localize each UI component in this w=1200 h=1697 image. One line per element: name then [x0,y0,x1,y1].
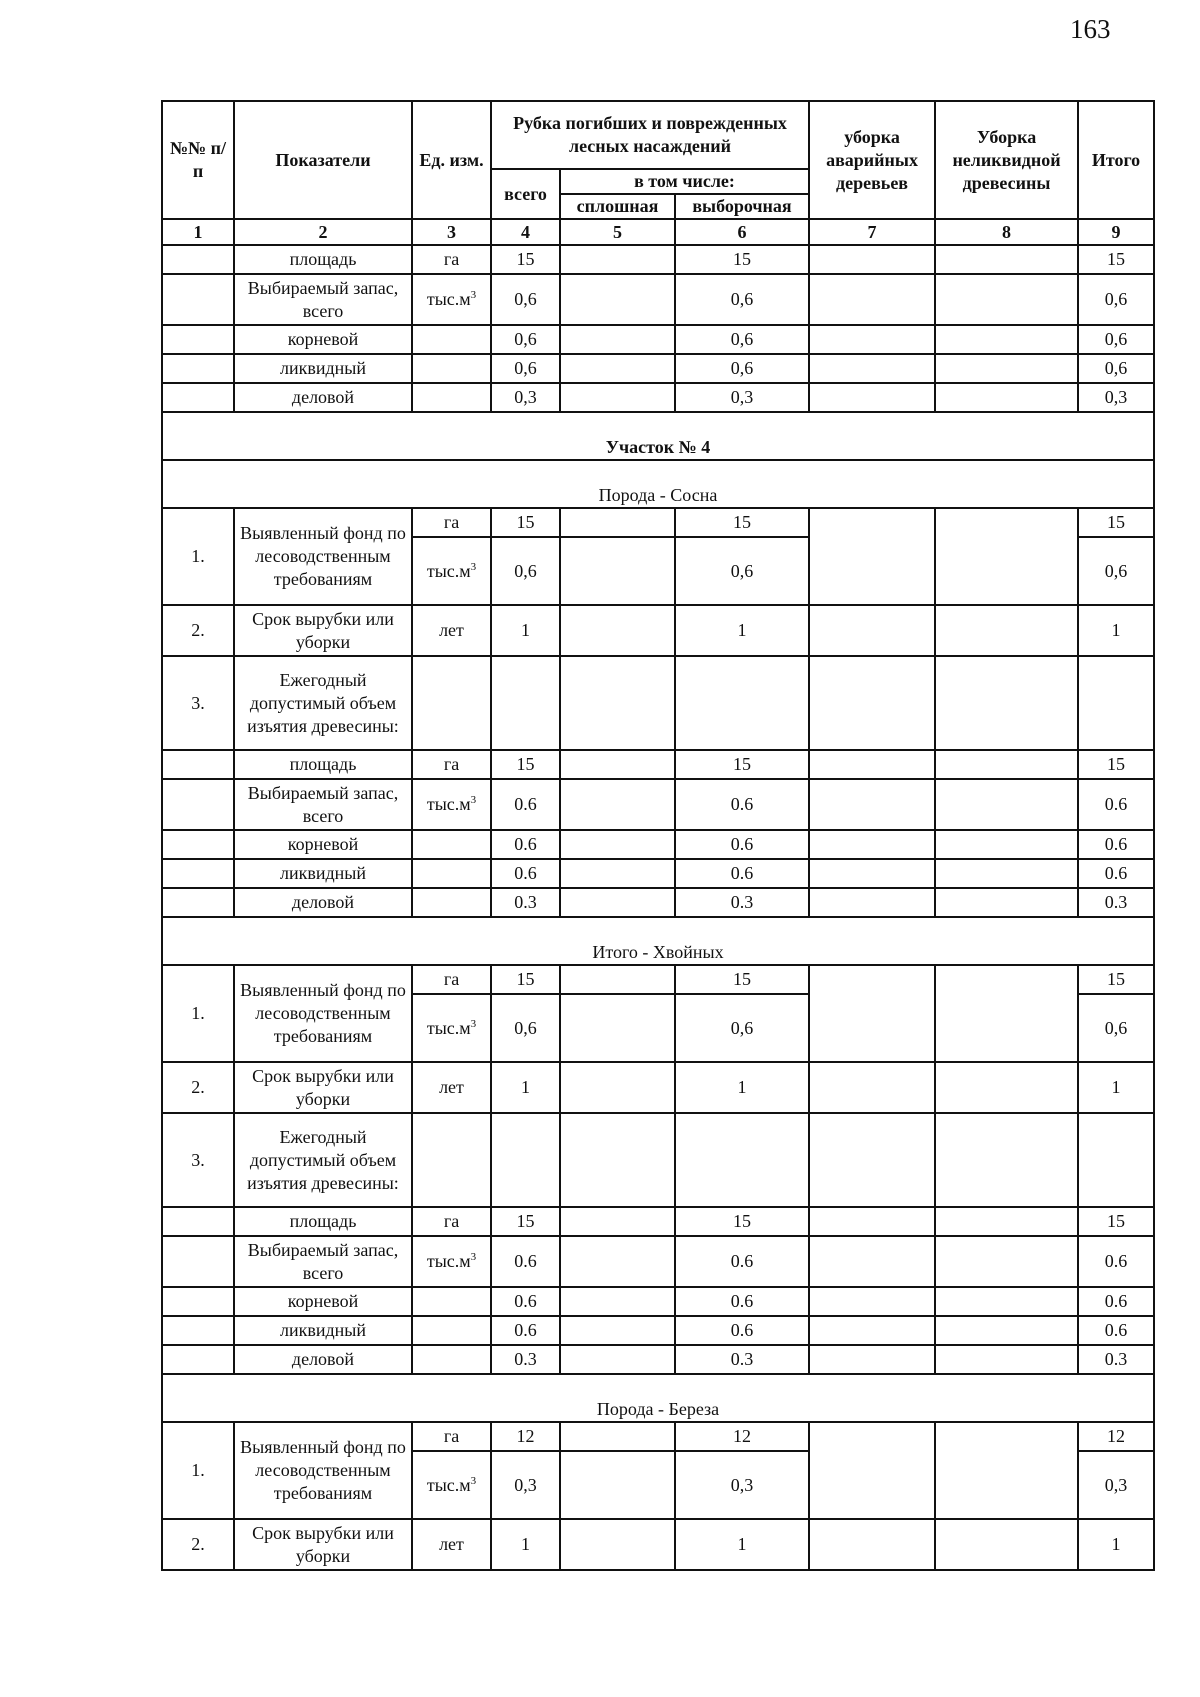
total-cell: 0,3 [491,1451,560,1519]
emergency-cell [809,859,935,888]
column-number: 4 [491,219,560,245]
clear-cell [560,537,675,605]
total-cell: 0.6 [491,1236,560,1287]
unit-superscript: 3 [470,1474,477,1487]
illiquid-cell [935,383,1078,412]
header-emergency: уборка аварийных деревьев [809,101,935,219]
total-cell: 0.3 [491,888,560,917]
unit-cell [412,994,491,1062]
illiquid-cell [935,1345,1078,1374]
row-number-cell [162,779,234,830]
row-number-cell [162,1316,234,1345]
row-number-cell [162,888,234,917]
clear-cell [560,354,675,383]
table-row [162,245,1154,274]
row-number-cell [162,245,234,274]
table-row [162,750,1154,779]
total-cell: 0,6 [491,325,560,354]
clear-cell [560,274,675,325]
unit-cell [412,1236,491,1287]
illiquid-cell [935,325,1078,354]
unit-text: тыс.м [426,1474,471,1495]
indicator-cell: площадь [234,1207,412,1236]
clear-cell [560,830,675,859]
clear-cell [560,859,675,888]
total-cell: 0,6 [491,994,560,1062]
selective-cell: 0.6 [675,830,809,859]
selective-cell: 0,6 [675,994,809,1062]
clear-cell [560,888,675,917]
table-row [162,1113,1154,1207]
emergency-cell [809,383,935,412]
row-number-cell [162,750,234,779]
illiquid-cell [935,1316,1078,1345]
total-cell: 0.6 [491,859,560,888]
empty-cell [675,1113,809,1207]
selective-cell: 15 [675,750,809,779]
unit-superscript: 3 [470,560,477,573]
table-row [162,859,1154,888]
indicator-cell: Срок вырубки или уборки [234,1062,412,1113]
selective-cell: 15 [675,245,809,274]
total-cell: 1 [491,1062,560,1113]
illiquid-cell [935,1519,1078,1570]
total-cell: 0,6 [491,354,560,383]
unit-text: тыс.м [426,289,471,309]
unit-cell: лет [412,1519,491,1570]
total-cell: 15 [491,245,560,274]
illiquid-cell [935,508,1078,605]
itogo-cell: 0,3 [1078,383,1154,412]
unit-cell [412,859,491,888]
unit-cell [412,1451,491,1519]
clear-cell [560,1422,675,1451]
unit-cell: лет [412,1062,491,1113]
itogo-cell: 0.3 [1078,888,1154,917]
selective-cell: 0.6 [675,1316,809,1345]
unit-superscript: 3 [470,1017,477,1030]
itogo-cell: 15 [1078,750,1154,779]
total-cell: 0.6 [491,1287,560,1316]
total-cell: 15 [491,1207,560,1236]
total-cell: 15 [491,508,560,537]
table-row [162,1345,1154,1374]
table-row [162,888,1154,917]
selective-cell: 0,6 [675,274,809,325]
row-number-cell [162,274,234,325]
itogo-cell: 1 [1078,1062,1154,1113]
illiquid-cell [935,1287,1078,1316]
row-number-cell [162,1287,234,1316]
indicator-cell: Выбираемый запас, всего [234,1236,412,1287]
table-row [162,325,1154,354]
indicator-cell: деловой [234,888,412,917]
selective-cell: 0,3 [675,383,809,412]
header-total: всего [491,169,560,219]
unit-cell: лет [412,605,491,656]
total-cell: 0.6 [491,779,560,830]
illiquid-cell [935,1062,1078,1113]
table-row [162,1062,1154,1113]
total-cell: 0.6 [491,1316,560,1345]
itogo-cell: 15 [1078,245,1154,274]
empty-cell [412,1113,491,1207]
column-number: 3 [412,219,491,245]
header-row [162,101,1154,169]
unit-text: тыс.м [426,560,471,581]
selective-cell: 0.6 [675,779,809,830]
empty-cell [560,1113,675,1207]
indicator-cell: Ежегодный допустимый объем изъятия древесины: [234,656,412,750]
itogo-cell: 0,3 [1078,1451,1154,1519]
column-number: 9 [1078,219,1154,245]
emergency-cell [809,1345,935,1374]
illiquid-cell [935,965,1078,1062]
selective-cell: 0.6 [675,1236,809,1287]
unit-cell [412,354,491,383]
row-number-cell: 2. [162,1519,234,1570]
total-cell: 15 [491,750,560,779]
header-clear: сплошная [560,194,675,219]
section-row [162,460,1154,508]
indicator-cell: Выявленный фонд по лесоводственным требованиям [234,508,412,605]
emergency-cell [809,1287,935,1316]
indicator-cell: корневой [234,325,412,354]
clear-cell [560,383,675,412]
unit-cell [412,325,491,354]
clear-cell [560,508,675,537]
emergency-cell [809,1422,935,1519]
unit-superscript: 3 [470,289,477,301]
indicator-cell: корневой [234,830,412,859]
row-number-cell [162,325,234,354]
unit-text: тыс.м [426,1251,471,1271]
header-including: в том числе: [560,169,809,194]
illiquid-cell [935,274,1078,325]
clear-cell [560,1345,675,1374]
itogo-cell: 0.6 [1078,830,1154,859]
illiquid-cell [935,605,1078,656]
unit-cell [412,888,491,917]
total-cell: 0,6 [491,274,560,325]
column-number: 7 [809,219,935,245]
illiquid-cell [935,354,1078,383]
header-selective: выборочная [675,194,809,219]
emergency-cell [809,1236,935,1287]
empty-cell [809,656,935,750]
row-number-cell [162,1236,234,1287]
selective-cell: 15 [675,965,809,994]
emergency-cell [809,750,935,779]
indicator-cell: Срок вырубки или уборки [234,1519,412,1570]
selective-cell: 0.3 [675,1345,809,1374]
clear-cell [560,779,675,830]
empty-cell [935,1113,1078,1207]
clear-cell [560,994,675,1062]
clear-cell [560,1316,675,1345]
total-cell: 1 [491,605,560,656]
selective-cell: 0,6 [675,325,809,354]
unit-cell [412,537,491,605]
unit-cell [412,779,491,830]
table-row [162,965,1154,994]
column-number: 5 [560,219,675,245]
table-row [162,1519,1154,1570]
selective-cell: 0.3 [675,888,809,917]
clear-cell [560,245,675,274]
emergency-cell [809,354,935,383]
empty-cell [935,656,1078,750]
table-row [162,354,1154,383]
selective-cell: 1 [675,1062,809,1113]
clear-cell [560,1287,675,1316]
emergency-cell [809,830,935,859]
row-number-cell: 1. [162,508,234,605]
row-number-cell: 2. [162,1062,234,1113]
itogo-cell: 0,6 [1078,325,1154,354]
unit-superscript: 3 [470,794,477,806]
table-row [162,508,1154,537]
unit-cell: га [412,965,491,994]
emergency-cell [809,1519,935,1570]
row-number-cell [162,383,234,412]
row-number-cell [162,354,234,383]
empty-cell [560,656,675,750]
empty-cell [675,656,809,750]
selective-cell: 0,6 [675,537,809,605]
itogo-cell: 0.3 [1078,1345,1154,1374]
row-number-cell [162,1345,234,1374]
unit-cell [412,1345,491,1374]
unit-text: тыс.м [426,1017,471,1038]
clear-cell [560,1207,675,1236]
empty-cell [809,1113,935,1207]
emergency-cell [809,965,935,1062]
table-row [162,605,1154,656]
illiquid-cell [935,245,1078,274]
indicator-cell: деловой [234,383,412,412]
section-row [162,412,1154,460]
unit-cell: га [412,1422,491,1451]
itogo-cell: 0.6 [1078,1236,1154,1287]
indicator-cell: деловой [234,1345,412,1374]
table-row [162,1207,1154,1236]
indicator-cell: Срок вырубки или уборки [234,605,412,656]
itogo-cell: 0.6 [1078,1316,1154,1345]
indicator-cell: ликвидный [234,354,412,383]
column-number: 1 [162,219,234,245]
clear-cell [560,605,675,656]
total-cell: 0,3 [491,383,560,412]
indicator-cell: Выявленный фонд по лесоводственным требованиям [234,965,412,1062]
indicator-cell: ликвидный [234,859,412,888]
selective-cell: 1 [675,605,809,656]
header-itogo: Итого [1078,101,1154,219]
itogo-cell: 0.6 [1078,779,1154,830]
illiquid-cell [935,1207,1078,1236]
unit-cell: га [412,1207,491,1236]
illiquid-cell [935,888,1078,917]
itogo-cell: 0,6 [1078,354,1154,383]
empty-cell [412,656,491,750]
row-number-cell: 3. [162,1113,234,1207]
row-number-cell [162,1207,234,1236]
table-row [162,656,1154,750]
emergency-cell [809,1316,935,1345]
illiquid-cell [935,1422,1078,1519]
clear-cell [560,325,675,354]
illiquid-cell [935,1236,1078,1287]
row-number-cell [162,830,234,859]
illiquid-cell [935,830,1078,859]
emergency-cell [809,1062,935,1113]
emergency-cell [809,779,935,830]
table-row [162,1287,1154,1316]
page-number: 163 [1070,14,1111,44]
selective-cell: 0,6 [675,354,809,383]
column-numbers-row [162,219,1154,245]
emergency-cell [809,274,935,325]
forest-felling-table [161,100,1155,1571]
indicator-cell: Выбираемый запас, всего [234,779,412,830]
emergency-cell [809,888,935,917]
table-row [162,779,1154,830]
total-cell: 12 [491,1422,560,1451]
empty-cell [1078,1113,1154,1207]
itogo-cell: 12 [1078,1422,1154,1451]
unit-cell: га [412,508,491,537]
empty-cell [491,656,560,750]
itogo-cell: 15 [1078,1207,1154,1236]
indicator-cell: площадь [234,750,412,779]
unit-cell [412,1287,491,1316]
section-row [162,917,1154,965]
emergency-cell [809,508,935,605]
indicator-cell: Выбираемый запас, всего [234,274,412,325]
unit-cell [412,274,491,325]
table-row [162,1236,1154,1287]
emergency-cell [809,605,935,656]
illiquid-cell [935,750,1078,779]
itogo-cell: 0.6 [1078,1287,1154,1316]
row-number-cell: 3. [162,656,234,750]
section-title: Порода - Сосна [162,460,1154,508]
empty-cell [491,1113,560,1207]
clear-cell [560,965,675,994]
itogo-cell: 1 [1078,1519,1154,1570]
table-row [162,830,1154,859]
itogo-cell: 15 [1078,508,1154,537]
itogo-cell: 15 [1078,965,1154,994]
selective-cell: 0,3 [675,1451,809,1519]
selective-cell: 12 [675,1422,809,1451]
column-number: 2 [234,219,412,245]
clear-cell [560,750,675,779]
selective-cell: 0.6 [675,859,809,888]
total-cell: 15 [491,965,560,994]
empty-cell [1078,656,1154,750]
clear-cell [560,1451,675,1519]
header-dead-damaged: Рубка погибших и поврежденных лесных насаждений [491,101,809,169]
emergency-cell [809,1207,935,1236]
emergency-cell [809,325,935,354]
selective-cell: 1 [675,1519,809,1570]
table-row [162,1422,1154,1451]
total-cell: 0.6 [491,830,560,859]
itogo-cell: 1 [1078,605,1154,656]
header-illiquid: Уборка неликвидной древесины [935,101,1078,219]
unit-text: тыс.м [426,794,471,814]
row-number-cell: 1. [162,1422,234,1519]
section-title: Порода - Береза [162,1374,1154,1422]
selective-cell: 0.6 [675,1287,809,1316]
illiquid-cell [935,859,1078,888]
section-title: Итого - Хвойных [162,917,1154,965]
section-row [162,1374,1154,1422]
total-cell: 1 [491,1519,560,1570]
header-indicators: Показатели [234,101,412,219]
header-unit: Ед. изм. [412,101,491,219]
indicator-cell: площадь [234,245,412,274]
row-number-cell: 1. [162,965,234,1062]
itogo-cell: 0,6 [1078,274,1154,325]
itogo-cell: 0.6 [1078,859,1154,888]
unit-cell: га [412,750,491,779]
itogo-cell: 0,6 [1078,537,1154,605]
indicator-cell: Выявленный фонд по лесоводственным требованиям [234,1422,412,1519]
header-num: №№ п/п [162,101,234,219]
emergency-cell [809,245,935,274]
itogo-cell: 0,6 [1078,994,1154,1062]
indicator-cell: Ежегодный допустимый объем изъятия древесины: [234,1113,412,1207]
illiquid-cell [935,779,1078,830]
clear-cell [560,1519,675,1570]
table-row [162,274,1154,325]
table-row [162,383,1154,412]
clear-cell [560,1236,675,1287]
selective-cell: 15 [675,508,809,537]
table-row [162,1316,1154,1345]
row-number-cell [162,859,234,888]
unit-cell [412,383,491,412]
clear-cell [560,1062,675,1113]
row-number-cell: 2. [162,605,234,656]
section-title: Участок № 4 [162,412,1154,460]
column-number: 8 [935,219,1078,245]
unit-cell [412,830,491,859]
total-cell: 0.3 [491,1345,560,1374]
column-number: 6 [675,219,809,245]
unit-cell [412,1316,491,1345]
indicator-cell: ликвидный [234,1316,412,1345]
unit-superscript: 3 [470,1251,477,1263]
selective-cell: 15 [675,1207,809,1236]
indicator-cell: корневой [234,1287,412,1316]
unit-cell: га [412,245,491,274]
total-cell: 0,6 [491,537,560,605]
